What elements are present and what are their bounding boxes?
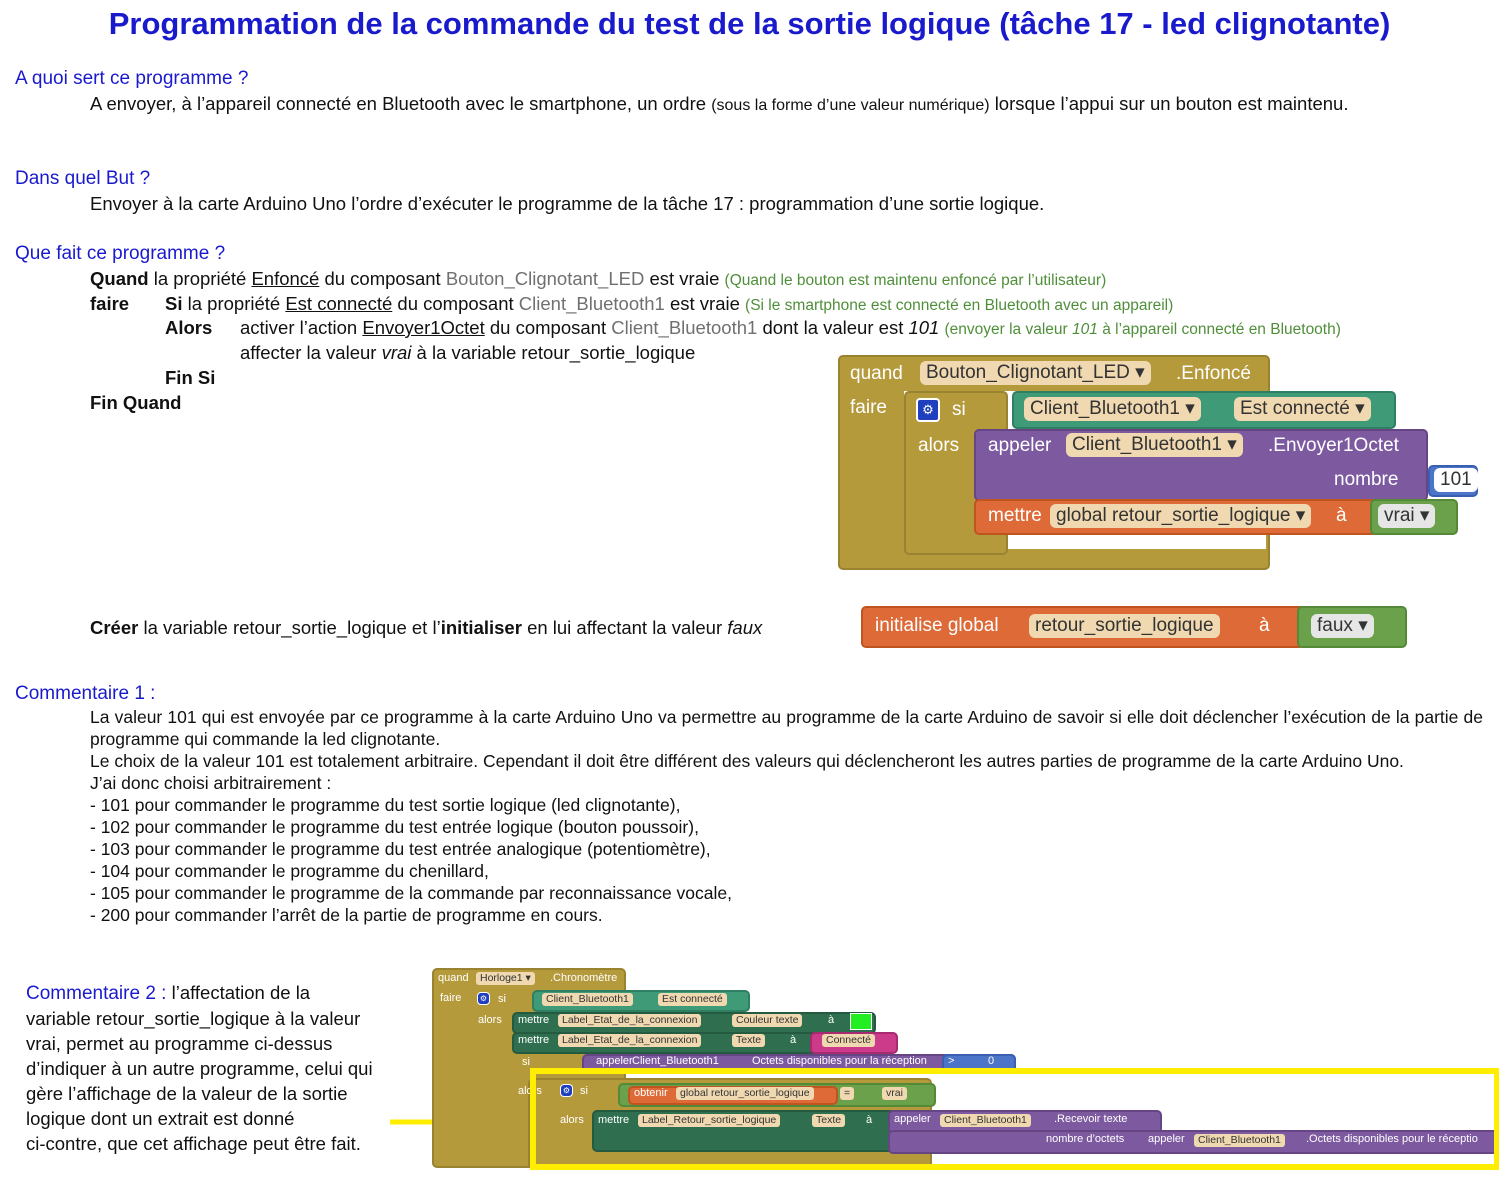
comment-1-body <box>90 706 1483 926</box>
comment-1-list-item: - 104 pour commander le programme du chenillard, <box>90 861 489 881</box>
blocks-event-handler <box>838 355 1472 570</box>
b2-color-swatch[interactable] <box>850 1013 872 1030</box>
b2-alors: alors <box>478 1014 502 1026</box>
b2-si: si <box>498 993 506 1005</box>
b2-a-3: à <box>866 1114 873 1126</box>
boolean-dropdown[interactable]: vrai ▾ <box>1378 504 1435 528</box>
b2-faire: faire <box>440 992 462 1004</box>
b2-texte[interactable]: Texte <box>732 1034 765 1047</box>
b2-event: .Chronomètre <box>550 972 618 984</box>
b2-alors-2: alors <box>560 1114 584 1126</box>
create-variable-text: Créer la variable retour_sortie_logique et l’initialiser en lui affectant la valeur faux <box>90 617 763 638</box>
block-si: si <box>952 399 966 420</box>
b2-obtenir: obtenir <box>634 1087 668 1099</box>
b2-si-2: si <box>522 1056 530 1068</box>
comment-1-list-item: - 200 pour commander l’arrêt de la partie de programme en cours. <box>90 905 603 925</box>
init-label: initialise global <box>875 615 999 636</box>
page-title: Programmation de la commande du test de la sortie logique (tâche 17 - led clignotante) <box>108 6 1391 41</box>
gear-icon[interactable]: ⚙ <box>916 398 940 422</box>
comment-1-line: Le choix de la valeur 101 est totalement arbitraire. Cependant il doit être différent des valeurs qui déclencheront les autres parties de programme de la carte Arduino Uno. <box>90 751 1404 771</box>
algo-line-alors: activer l’action Envoyer1Octet du composant Client_Bluetooth1 dont la valeur est 101 (envoyer la valeur 101 à l’appareil connecté en Bluetooth) <box>240 317 1341 338</box>
b2-alors-3: alors <box>518 1085 542 1097</box>
algo-line-affecter: affecter la valeur vrai à la variable retour_sortie_logique <box>240 342 696 363</box>
b2-mettre-3: mettre <box>598 1114 630 1126</box>
b2-nb: nombre d’octets <box>1046 1133 1125 1145</box>
b2-recv: .Recevoir texte <box>1054 1113 1128 1125</box>
b2-gear-icon-2[interactable]: ⚙ <box>560 1084 573 1097</box>
highlight-box <box>530 1068 1499 1170</box>
b2-var[interactable]: global retour_sortie_logique <box>676 1087 814 1100</box>
b2-bt-3[interactable]: Client_Bluetooth1 <box>1194 1134 1285 1147</box>
variable-dropdown[interactable]: global retour_sortie_logique ▾ <box>1050 504 1311 528</box>
b2-octets: Octets disponibles pour la réception <box>752 1055 927 1067</box>
comment-1-heading: Commentaire 1 : <box>15 683 156 704</box>
comment-1-list-item: - 101 pour commander le programme du test sortie logique (led clignotante), <box>90 795 681 815</box>
block-quand: quand <box>850 363 903 384</box>
init-global-block <box>861 606 1407 648</box>
b2-prop[interactable]: Est connecté <box>658 993 727 1006</box>
b2-vrai[interactable]: vrai <box>882 1087 907 1100</box>
question-1-answer: A envoyer, à l’appareil connecté en Bluetooth avec le smartphone, un ordre (sous la forme d’une valeur numérique) lorsque l’appui sur un bouton est maintenu. <box>90 93 1349 114</box>
b2-label1[interactable]: Label_Etat_de_la_connexion <box>558 1014 701 1027</box>
component-dropdown[interactable]: Bouton_Clignotant_LED ▾ <box>920 361 1151 385</box>
init-variable-name[interactable]: retour_sortie_logique <box>1029 614 1220 638</box>
question-3-heading: Que fait ce programme ? <box>15 243 226 264</box>
b2-connecte[interactable]: Connecté <box>822 1034 875 1047</box>
number-field[interactable]: 101 <box>1434 468 1478 492</box>
b2-mettre-2: mettre <box>518 1034 550 1046</box>
algo-keyword-faire: faire <box>90 293 130 314</box>
property-dropdown[interactable]: Est connecté ▾ <box>1234 397 1371 421</box>
comment-2: Commentaire 2 : l’affectation de la variable retour_sortie_logique à la valeur vrai, permet au programme ci-dessus d’indiquer à un autre programme, celui qui gère l’affichage de la valeur de la sortie logique dont un extrait est donné ci-contre, que cet affichage peut être fait. <box>26 982 373 1154</box>
b2-mettre: mettre <box>518 1014 550 1026</box>
block-appeler: appeler <box>988 435 1052 456</box>
b2-quand: quand <box>438 972 469 984</box>
b2-zero: 0 <box>988 1055 995 1067</box>
b2-bt-2[interactable]: Client_Bluetooth1 <box>940 1114 1031 1127</box>
b2-bt[interactable]: Client_Bluetooth1 <box>542 993 633 1006</box>
comment-1-list-item: - 105 pour commander le programme de la commande par reconnaissance vocale, <box>90 883 732 903</box>
algo-fin-si: Fin Si <box>165 367 216 388</box>
b2-eq[interactable]: = <box>840 1087 854 1100</box>
comment-1-line: J’ai donc choisi arbitrairement : <box>90 773 332 793</box>
event-name: .Enfoncé <box>1176 363 1251 384</box>
b2-gt: > <box>948 1055 955 1067</box>
comment-1-line: La valeur 101 qui est envoyée par ce programme à la carte Arduino Uno va permettre au programme de la carte Arduino de savoir si elle doit déclencher l’exécution de la partie de programme qui commande la led clignotante. <box>90 707 1483 749</box>
b2-appeler-3: appeler <box>1148 1133 1185 1145</box>
block-faire: faire <box>850 397 887 418</box>
init-a: à <box>1259 615 1270 636</box>
comment-2-heading: Commentaire 2 : <box>26 983 167 1004</box>
comment-1-list-item: - 102 pour commander le programme du test entrée logique (bouton poussoir), <box>90 817 699 837</box>
comment-1-list-item: - 103 pour commander le programme du test entrée analogique (potentiomètre), <box>90 839 711 859</box>
b2-a-2: à <box>790 1034 797 1046</box>
call-component-dropdown[interactable]: Client_Bluetooth1 ▾ <box>1066 433 1243 457</box>
param-nombre: nombre <box>1334 469 1399 490</box>
b2-label2[interactable]: Label_Retour_sortie_logique <box>638 1114 780 1127</box>
b2-appeler: appeler <box>596 1055 633 1067</box>
algo-fin-quand: Fin Quand <box>90 392 182 413</box>
b2-timer-dropdown[interactable]: Horloge1 ▾ <box>476 972 535 985</box>
algo-keyword-alors: Alors <box>165 317 213 338</box>
b2-bt-call: Client_Bluetooth1 <box>632 1055 719 1067</box>
block-mettre: mettre <box>988 505 1042 526</box>
question-2-heading: Dans quel But ? <box>15 168 151 189</box>
b2-texte-2[interactable]: Texte <box>812 1114 845 1127</box>
b2-si-3: si <box>580 1085 588 1097</box>
algo-line-quand: Quand la propriété Enfoncé du composant Bouton_Clignotant_LED est vraie (Quand le bouton est maintenu enfoncé par l’utilisateur) <box>90 268 1107 289</box>
b2-couleur[interactable]: Couleur texte <box>732 1014 802 1027</box>
algo-line-si: Si la propriété Est connecté du composant Client_Bluetooth1 est vraie (Si le smartphone est connecté en Bluetooth avec un appareil) <box>165 293 1174 314</box>
b2-octets2: .Octets disponibles pour le réceptio <box>1306 1133 1478 1145</box>
init-value-dropdown[interactable]: faux ▾ <box>1311 614 1374 638</box>
b2-appeler-2: appeler <box>894 1113 931 1125</box>
block-alors: alors <box>918 435 960 456</box>
method-name: .Envoyer1Octet <box>1268 435 1399 456</box>
b2-gear-icon[interactable]: ⚙ <box>477 992 490 1005</box>
question-1-heading: A quoi sert ce programme ? <box>15 68 249 89</box>
bt-component-dropdown[interactable]: Client_Bluetooth1 ▾ <box>1024 397 1201 421</box>
block-a: à <box>1336 505 1347 526</box>
b2-a: à <box>828 1014 835 1026</box>
b2-label1-2[interactable]: Label_Etat_de_la_connexion <box>558 1034 701 1047</box>
question-2-answer: Envoyer à la carte Arduino Uno l’ordre d’exécuter le programme de la tâche 17 : programmation d’une sortie logique. <box>90 193 1045 214</box>
